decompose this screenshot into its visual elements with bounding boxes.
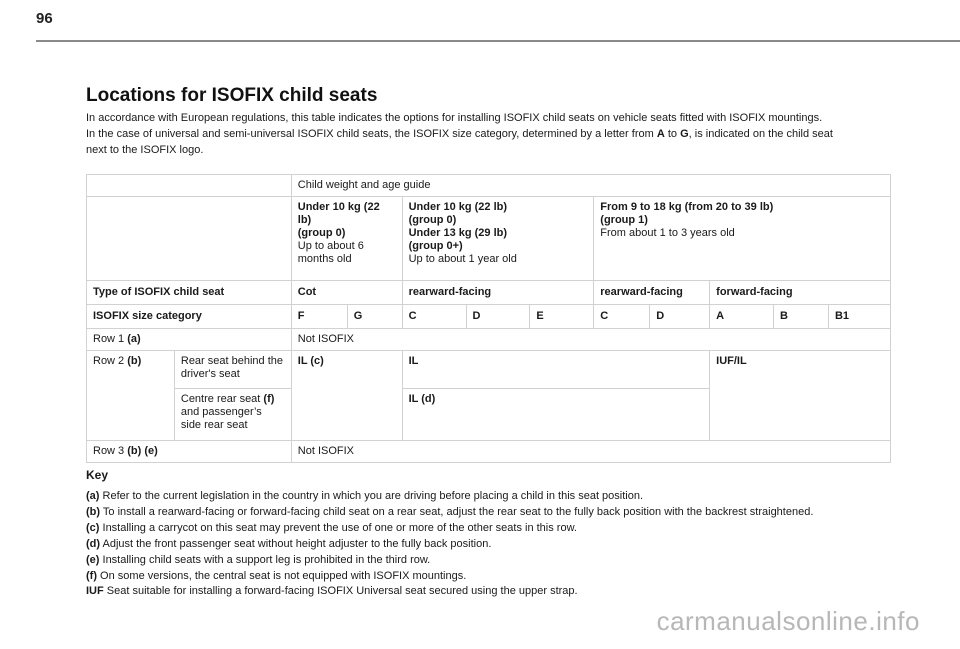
key-text: Adjust the front passenger seat without height adjuster to the fully back position. (100, 537, 492, 550)
size-category-cell: D (466, 305, 530, 329)
age-weight: Under 10 kg (22 lb) (408, 201, 508, 213)
row-3-value: Not ISOFIX (291, 441, 890, 463)
weight-guide-header: Child weight and age guide (291, 175, 890, 197)
key-ref: (f) (86, 569, 97, 582)
row-1-label (87, 329, 292, 351)
size-category-cell: C (594, 305, 650, 329)
key-item (86, 569, 916, 585)
key-item (86, 584, 916, 600)
key-heading: Key (86, 468, 109, 482)
intro-letter-from: A (656, 128, 665, 140)
key-item (86, 537, 916, 553)
key-item (86, 489, 916, 505)
key-item (86, 553, 916, 569)
seat-type-rearward: rearward-facing (402, 281, 594, 305)
intro-line-3: next to the ISOFIX logo. (86, 144, 204, 156)
key-text: To install a rearward-facing or forward-facing child seat on a rear seat, adjust the rear seat to the fully back position with the backrest straightened. (100, 505, 814, 518)
table-cell-empty (87, 197, 292, 281)
intro-to-word: to (664, 128, 681, 140)
row-2-rearward-value-2: IL (d) (402, 389, 710, 441)
size-category-cell: G (347, 305, 402, 329)
row-1-value: Not ISOFIX (291, 329, 890, 351)
row-2-seat-centre-passenger (174, 389, 291, 441)
key-text: Refer to the current legislation in the country in which you are driving before placing a child in this seat position. (99, 490, 644, 502)
row-2-label (87, 351, 175, 441)
age-group-name: (group 0+) (408, 240, 463, 252)
table-row (87, 351, 891, 389)
row-label-text: Row 3 (93, 445, 128, 457)
row-2-seat-driver-side: Rear seat behind the driver's seat (174, 351, 291, 389)
row-2-rearward-value: IL (402, 351, 710, 389)
key-ref: (a) (86, 490, 100, 502)
isofix-table (86, 174, 891, 463)
row-ref: (a) (127, 333, 141, 345)
age-group-rearward (402, 197, 594, 281)
intro-paragraph (86, 110, 906, 158)
page-number: 96 (36, 10, 53, 27)
table-row (87, 305, 891, 329)
seat-type-rearward-2: rearward-facing (594, 281, 710, 305)
size-category-cell: B1 (828, 305, 890, 329)
header-divider (36, 40, 960, 42)
seat-text: and passenger’s side rear seat (180, 406, 262, 431)
intro-line-1: In accordance with European regulations, this table indicates the options for installing ISOFIX child seats on vehicle seats fitted with ISOFIX mountings. (86, 112, 823, 124)
table-row (87, 197, 891, 281)
age-group-cot (291, 197, 402, 281)
intro-line-2-end: , is indicated on the child seat (688, 128, 833, 140)
age-description: months old (297, 253, 352, 265)
table-row (87, 441, 891, 463)
key-list (86, 489, 916, 600)
key-item (86, 521, 916, 537)
size-category-cell: A (710, 305, 774, 329)
key-item (86, 505, 916, 521)
key-ref: (b) (86, 505, 101, 518)
age-description: From about 1 to 3 years old (600, 227, 735, 239)
intro-letter-to: G (680, 128, 689, 140)
intro-line-2-start: In the case of universal and semi-universal ISOFIX child seats, the ISOFIX size category, determined by a letter from (86, 128, 657, 140)
size-category-label: ISOFIX size category (87, 305, 292, 329)
row-2-cot-value: IL (c) (291, 351, 402, 441)
key-text: Installing a carrycot on this seat may prevent the use of one or more of the other seats in this row. (99, 521, 577, 534)
key-ref: (c) (86, 521, 100, 534)
key-ref: (e) (86, 553, 100, 566)
key-ref: IUF (86, 585, 104, 598)
row-label-text: Row 1 (93, 333, 128, 345)
page-title: Locations for ISOFIX child seats (86, 85, 378, 106)
size-category-cell: D (650, 305, 710, 329)
row-ref: (b) (127, 355, 142, 367)
table-row (87, 175, 891, 197)
size-category-cell: F (291, 305, 347, 329)
size-category-cell: E (530, 305, 594, 329)
age-weight-unit: lb) (297, 214, 312, 226)
key-ref: (d) (86, 537, 101, 550)
age-group-name: (group 0) (297, 227, 346, 239)
age-group-forward (594, 197, 891, 281)
seat-ref: (f) (263, 393, 275, 405)
key-text: Seat suitable for installing a forward-facing ISOFIX Universal seat secured using the upper strap. (103, 585, 578, 598)
row-label-text: Row 2 (93, 355, 128, 367)
age-weight: Under 10 kg (22 (297, 201, 380, 213)
key-text: Installing child seats with a support leg is prohibited in the third row. (99, 553, 431, 566)
seat-type-cot: Cot (291, 281, 402, 305)
seat-type-forward: forward-facing (710, 281, 891, 305)
watermark: carmanualsonline.info (656, 606, 920, 636)
size-category-cell: C (402, 305, 466, 329)
seat-type-label: Type of ISOFIX child seat (87, 281, 292, 305)
row-ref: (b) (e) (127, 445, 158, 457)
size-category-cell: B (774, 305, 829, 329)
age-description: Up to about 1 year old (408, 253, 517, 265)
key-text: On some versions, the central seat is not equipped with ISOFIX mountings. (97, 569, 467, 582)
row-3-label (87, 441, 292, 463)
age-weight: From 9 to 18 kg (from 20 to 39 lb) (600, 201, 774, 213)
table-row (87, 329, 891, 351)
table-row (87, 281, 891, 305)
age-group-name: (group 0) (408, 214, 457, 226)
row-2-forward-value: IUF/IL (710, 351, 891, 441)
age-group-name: (group 1) (600, 214, 648, 226)
table-cell-empty (87, 175, 292, 197)
seat-text: Centre rear seat (180, 393, 264, 405)
age-description: Up to about 6 (297, 240, 364, 252)
age-weight: Under 13 kg (29 lb) (408, 227, 508, 239)
